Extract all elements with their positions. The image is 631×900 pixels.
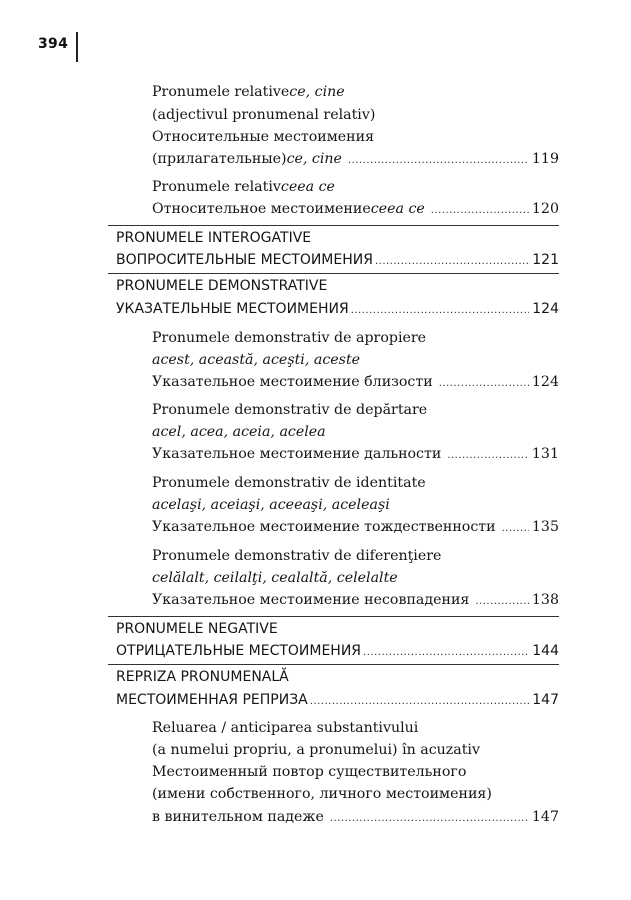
toc-entry-text: Pronumele demonstrativ de apropiere <box>152 330 427 346</box>
toc-entry-text: Местоименный повтор существительного <box>152 764 467 780</box>
toc-entry-italic: acest, această, aceşti, aceste <box>152 352 361 368</box>
section-divider <box>108 616 559 617</box>
toc-entry-italic: ceea ce <box>280 179 335 195</box>
toc-entry-line <box>152 472 559 494</box>
toc-entry-italic: ce, cine <box>289 84 345 100</box>
toc-section-text: УКАЗАТЕЛЬНЫЕ МЕСТОИМЕНИЯ <box>116 301 349 317</box>
toc-page-number: 135 <box>531 519 559 535</box>
toc-entry-text: Относительные местоимения <box>152 129 375 145</box>
toc-entry-italic: acelaşi, aceiaşi, aceeaşi, aceleaşi <box>152 497 390 513</box>
toc-section-line <box>116 689 559 711</box>
toc-leader-dots <box>431 200 529 222</box>
section-divider <box>108 273 559 274</box>
section-divider <box>108 664 559 665</box>
toc-entry-line <box>152 783 559 805</box>
toc-page-number: 124 <box>532 301 559 317</box>
toc-entry-text: Указательное местоимение близости <box>152 374 433 390</box>
toc-entry-text: Pronumele relative <box>152 84 290 100</box>
toc-entry-line <box>152 176 559 198</box>
toc-leader-dots <box>439 373 529 395</box>
toc-entry-line <box>152 126 559 148</box>
toc-section-text: PRONUMELE DEMONSTRATIVE <box>116 278 328 294</box>
toc-page-number: 119 <box>531 151 559 167</box>
toc-section-text: PRONUMELE NEGATIVE <box>116 621 278 637</box>
toc-entry-text: (a numelui propriu, a pronumelui) în acuzativ <box>152 742 480 758</box>
toc-entry-text: Pronumele demonstrativ de identitate <box>152 475 426 491</box>
toc-section-text: ВОПРОСИТЕЛЬНЫЕ МЕСТОИМЕНИЯ <box>116 252 373 268</box>
toc-entry-italic: celălalt, ceilalţi, cealaltă, celelalte <box>152 570 398 586</box>
toc-entry-line <box>152 443 559 465</box>
toc-entry-line <box>152 81 559 103</box>
toc-entry-line <box>152 148 559 170</box>
toc-entry-text: Указательное местоимение тождественности <box>152 519 496 535</box>
toc-section-line <box>116 640 559 662</box>
toc-entry-text: Pronumele demonstrativ de depărtare <box>152 402 428 418</box>
toc-entry-text: (adjectivul pronumenal relativ) <box>152 107 376 123</box>
toc-entry-line <box>152 104 559 126</box>
toc-section-text: PRONUMELE INTEROGATIVE <box>116 230 312 246</box>
toc-section-line <box>116 666 559 688</box>
toc-leader-dots <box>502 518 529 540</box>
toc-page-number: 147 <box>531 809 559 825</box>
toc-entry-line <box>152 494 559 516</box>
toc-section-line <box>116 275 559 297</box>
toc-entry-text: (прилагательные) <box>152 151 287 167</box>
toc-section-text: REPRIZA PRONUMENALĂ <box>116 669 289 685</box>
toc-entry-line <box>152 198 559 220</box>
toc-entry-text: Pronumele relativ <box>152 179 281 195</box>
toc-entry-line <box>152 516 559 538</box>
toc-section-line <box>116 249 559 271</box>
toc-entry-line <box>152 806 559 828</box>
toc-entry-italic: ceea ce <box>370 201 425 217</box>
page-number-rule <box>76 32 78 62</box>
toc-entry-line <box>152 567 559 589</box>
toc-entry-line <box>152 327 559 349</box>
toc-entry-text: в винительном падеже <box>152 809 324 825</box>
toc-page-number: 120 <box>531 201 559 217</box>
toc-page-number: 121 <box>532 252 559 268</box>
toc-entry-text: Относительное местоимение <box>152 201 371 217</box>
toc-page-number: 138 <box>531 592 559 608</box>
section-divider <box>108 225 559 226</box>
toc-leader-dots <box>310 691 530 713</box>
toc-entry-text: Pronumele demonstrativ de diferenţiere <box>152 548 442 564</box>
toc-section-line <box>116 227 559 249</box>
toc-entry-text: Указательное местоимение дальности <box>152 446 442 462</box>
toc-entry-line <box>152 717 559 739</box>
toc-entry-line <box>152 399 559 421</box>
toc-section-line <box>116 618 559 640</box>
toc-leader-dots <box>447 445 529 467</box>
toc-entry-line <box>152 589 559 611</box>
toc-entry-line <box>152 421 559 443</box>
toc-section-text: ОТРИЦАТЕЛЬНЫЕ МЕСТОИМЕНИЯ <box>116 643 362 659</box>
toc-entry-text: Указательное местоимение несовпадения <box>152 592 470 608</box>
toc-entry-line <box>152 761 559 783</box>
toc-leader-dots <box>348 150 529 172</box>
toc-entry-line <box>152 371 559 393</box>
toc-page-number: 124 <box>531 374 559 390</box>
toc-page-number: 131 <box>531 446 559 462</box>
toc-entry-italic: ce, cine <box>286 151 342 167</box>
toc-leader-dots <box>363 642 529 664</box>
toc-leader-dots <box>375 251 529 273</box>
toc-page-number: 144 <box>532 643 559 659</box>
toc-leader-dots <box>330 808 529 830</box>
toc-page-number: 147 <box>532 692 559 708</box>
toc-entry-line <box>152 545 559 567</box>
toc-entry-line <box>152 739 559 761</box>
toc-entry-text: Reluarea / anticiparea substantivului <box>152 720 419 736</box>
toc-leader-dots <box>351 300 530 322</box>
toc-entry-italic: acel, acea, aceia, acelea <box>152 424 326 440</box>
toc-section-text: МЕСТОИМЕННАЯ РЕПРИЗА <box>116 692 308 708</box>
page-number: 394 <box>38 36 69 52</box>
toc-leader-dots <box>475 591 529 613</box>
toc-entry-line <box>152 349 559 371</box>
toc-entry-text: (имени собственного, личного местоимения) <box>152 786 492 802</box>
toc-section-line <box>116 298 559 320</box>
